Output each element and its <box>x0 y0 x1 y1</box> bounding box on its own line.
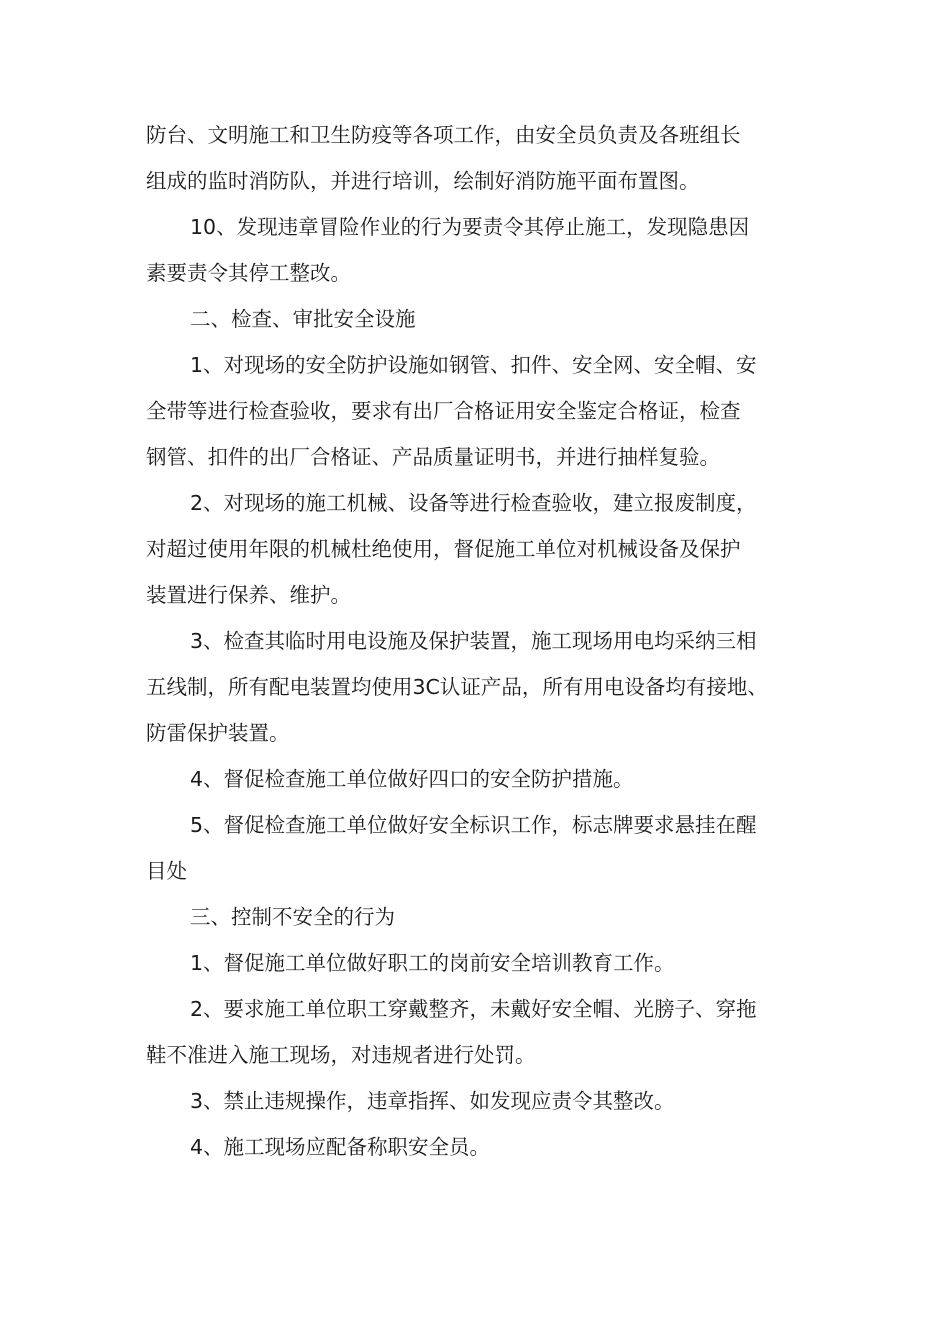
text-line: 装置进行保养、维护。 <box>146 583 351 607</box>
paragraph-behavior-item-3 <box>146 1078 836 1124</box>
text-line: 3、检查其临时用电设施及保护装置，施工现场用电均采纳三相 <box>190 629 757 653</box>
text-line: 3、禁止违规操作，违章指挥、如发现应责令其整改。 <box>190 1089 675 1113</box>
section-heading-unsafe-behavior <box>146 894 836 940</box>
text-line: 全带等进行检查验收，要求有出厂合格证用安全鉴定合格证，检查 <box>146 399 741 423</box>
paragraph-inspection-item-2 <box>146 480 836 618</box>
paragraph-item-10 <box>146 204 836 296</box>
paragraph-behavior-item-4 <box>146 1124 836 1170</box>
text-line: 2、对现场的施工机械、设备等进行检查验收，建立报废制度， <box>190 491 757 515</box>
paragraph-inspection-item-4 <box>146 756 836 802</box>
paragraph-behavior-item-1 <box>146 940 836 986</box>
text-line: 2、要求施工单位职工穿戴整齐，未戴好安全帽、光膀子、穿拖 <box>190 997 757 1021</box>
text-line: 素要责令其停工整改。 <box>146 261 351 285</box>
paragraph-inspection-item-3 <box>146 618 836 756</box>
text-line: 4、督促检查施工单位做好四口的安全防护措施。 <box>190 767 634 791</box>
text-line: 鞋不准进入施工现场，对违规者进行处罚。 <box>146 1043 536 1067</box>
section-heading-text: 二、检查、审批安全设施 <box>190 307 416 331</box>
document-body <box>146 112 836 1170</box>
text-line: 防雷保护装置。 <box>146 721 290 745</box>
text-line: 钢管、扣件的出厂合格证、产品质量证明书，并进行抽样复验。 <box>146 445 720 469</box>
paragraph-fire-safety-continued <box>146 112 836 204</box>
text-line: 目处 <box>146 859 187 883</box>
text-line: 组成的监时消防队，并进行培训，绘制好消防施平面布置图。 <box>146 169 700 193</box>
text-line: 1、督促施工单位做好职工的岗前安全培训教育工作。 <box>190 951 675 975</box>
section-heading-text: 三、控制不安全的行为 <box>190 905 395 929</box>
text-line: 1、对现场的安全防护设施如钢管、扣件、安全网、安全帽、安 <box>190 353 757 377</box>
text-line: 五线制，所有配电装置均使用3C认证产品，所有用电设备均有接地、 <box>146 675 768 699</box>
text-line: 防台、文明施工和卫生防疫等各项工作，由安全员负责及各班组长 <box>146 123 741 147</box>
text-line: 10、发现违章冒险作业的行为要责令其停止施工，发现隐患因 <box>190 215 750 239</box>
text-line: 对超过使用年限的机械杜绝使用，督促施工单位对机械设备及保护 <box>146 537 741 561</box>
paragraph-inspection-item-1 <box>146 342 836 480</box>
paragraph-behavior-item-2 <box>146 986 836 1078</box>
section-heading-inspection <box>146 296 836 342</box>
text-line: 5、督促检查施工单位做好安全标识工作，标志牌要求悬挂在醒 <box>190 813 757 837</box>
paragraph-inspection-item-5 <box>146 802 836 894</box>
text-line: 4、施工现场应配备称职安全员。 <box>190 1135 491 1159</box>
